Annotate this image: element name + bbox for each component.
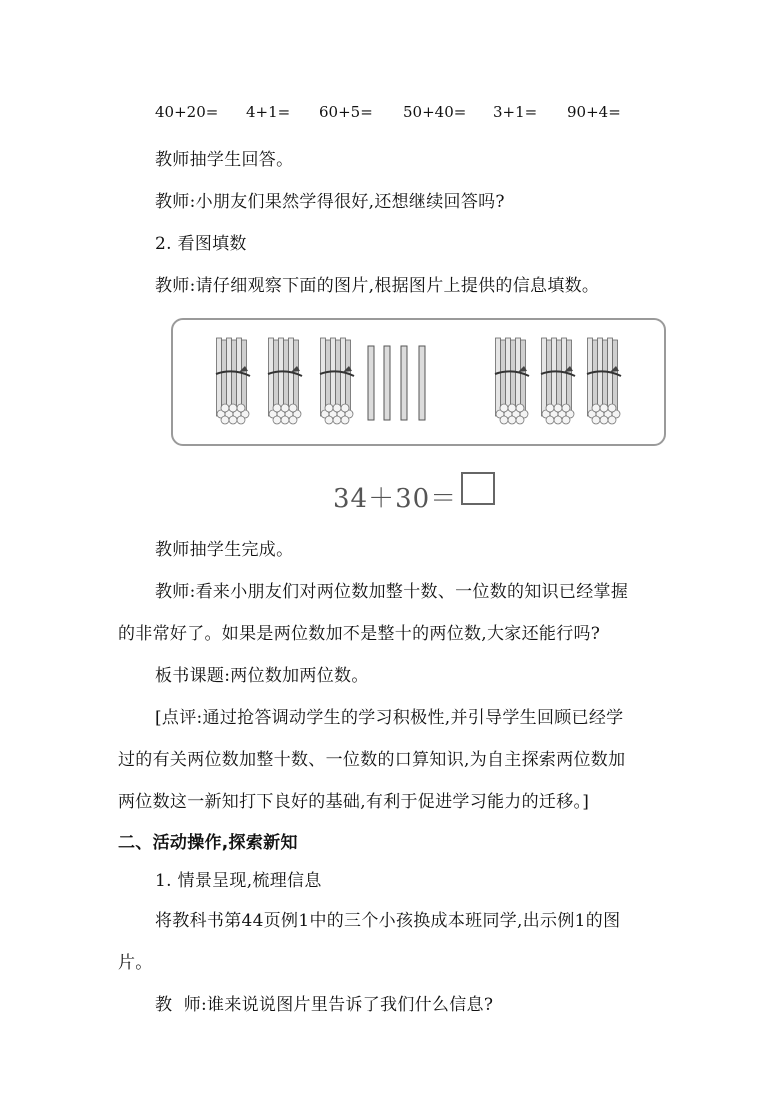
equation-item: 40+20= (155, 103, 219, 121)
comment-line: 过的有关两位数加整十数、一位数的口算知识,为自主探索两位数加 (118, 750, 626, 770)
answer-box[interactable] (461, 472, 495, 505)
single-stick (401, 346, 407, 420)
teacher-line: 教师抽学生回答。 (155, 150, 294, 170)
teacher-line: 的非常好了。如果是两位数加不是整十的两位数,大家还能行吗? (118, 624, 601, 644)
subheading: 2. 看图填数 (155, 234, 247, 254)
section-heading: 二、活动操作,探索新知 (118, 833, 298, 853)
equation-item: 50+40= (403, 103, 467, 121)
single-stick (384, 346, 390, 420)
stick-bundle-ten (495, 338, 529, 424)
comment-line: 两位数这一新知打下良好的基础,有利于促进学习能力的迁移。] (118, 792, 590, 812)
teacher-line: 教师:请仔细观察下面的图片,根据图片上提供的信息填数。 (155, 276, 600, 296)
stick-bundle-ten (587, 338, 621, 424)
single-stick (368, 346, 374, 420)
subsection-title: 1. 情景呈现,梳理信息 (155, 871, 322, 891)
body-line: 片。 (118, 953, 153, 973)
teacher-line: 教师:小朋友们果然学得很好,还想继续回答吗? (155, 192, 505, 212)
teacher-line: 教师:看来小朋友们对两位数加整十数、一位数的知识已经掌握 (155, 582, 629, 602)
equation-item: 3+1= (493, 103, 538, 121)
board-title: 板书课题:两位数加两位数。 (155, 666, 369, 686)
fill-in-equation: 34＋30＝ (333, 484, 458, 514)
equation-item: 60+5= (319, 103, 373, 121)
counting-sticks-figure (171, 318, 666, 446)
equation-item: 4+1= (246, 103, 291, 121)
equation-row (0, 103, 780, 127)
equation-item: 90+4= (567, 103, 621, 121)
body-line: 将教科书第44页例1中的三个小孩换成本班同学,出示例1的图 (155, 911, 621, 931)
stick-bundle-ten (216, 338, 250, 424)
stick-bundle-ten (541, 338, 575, 424)
counting-sticks-illustration (173, 320, 664, 444)
single-stick (419, 346, 425, 420)
stick-bundle-ten (268, 338, 302, 424)
teacher-line: 教师抽学生完成。 (155, 540, 294, 560)
comment-line: [点评:通过抢答调动学生的学习积极性,并引导学生回顾已经学 (155, 708, 624, 728)
stick-bundle-ten (320, 338, 354, 424)
teacher-line: 教 师:谁来说说图片里告诉了我们什么信息? (155, 995, 494, 1015)
